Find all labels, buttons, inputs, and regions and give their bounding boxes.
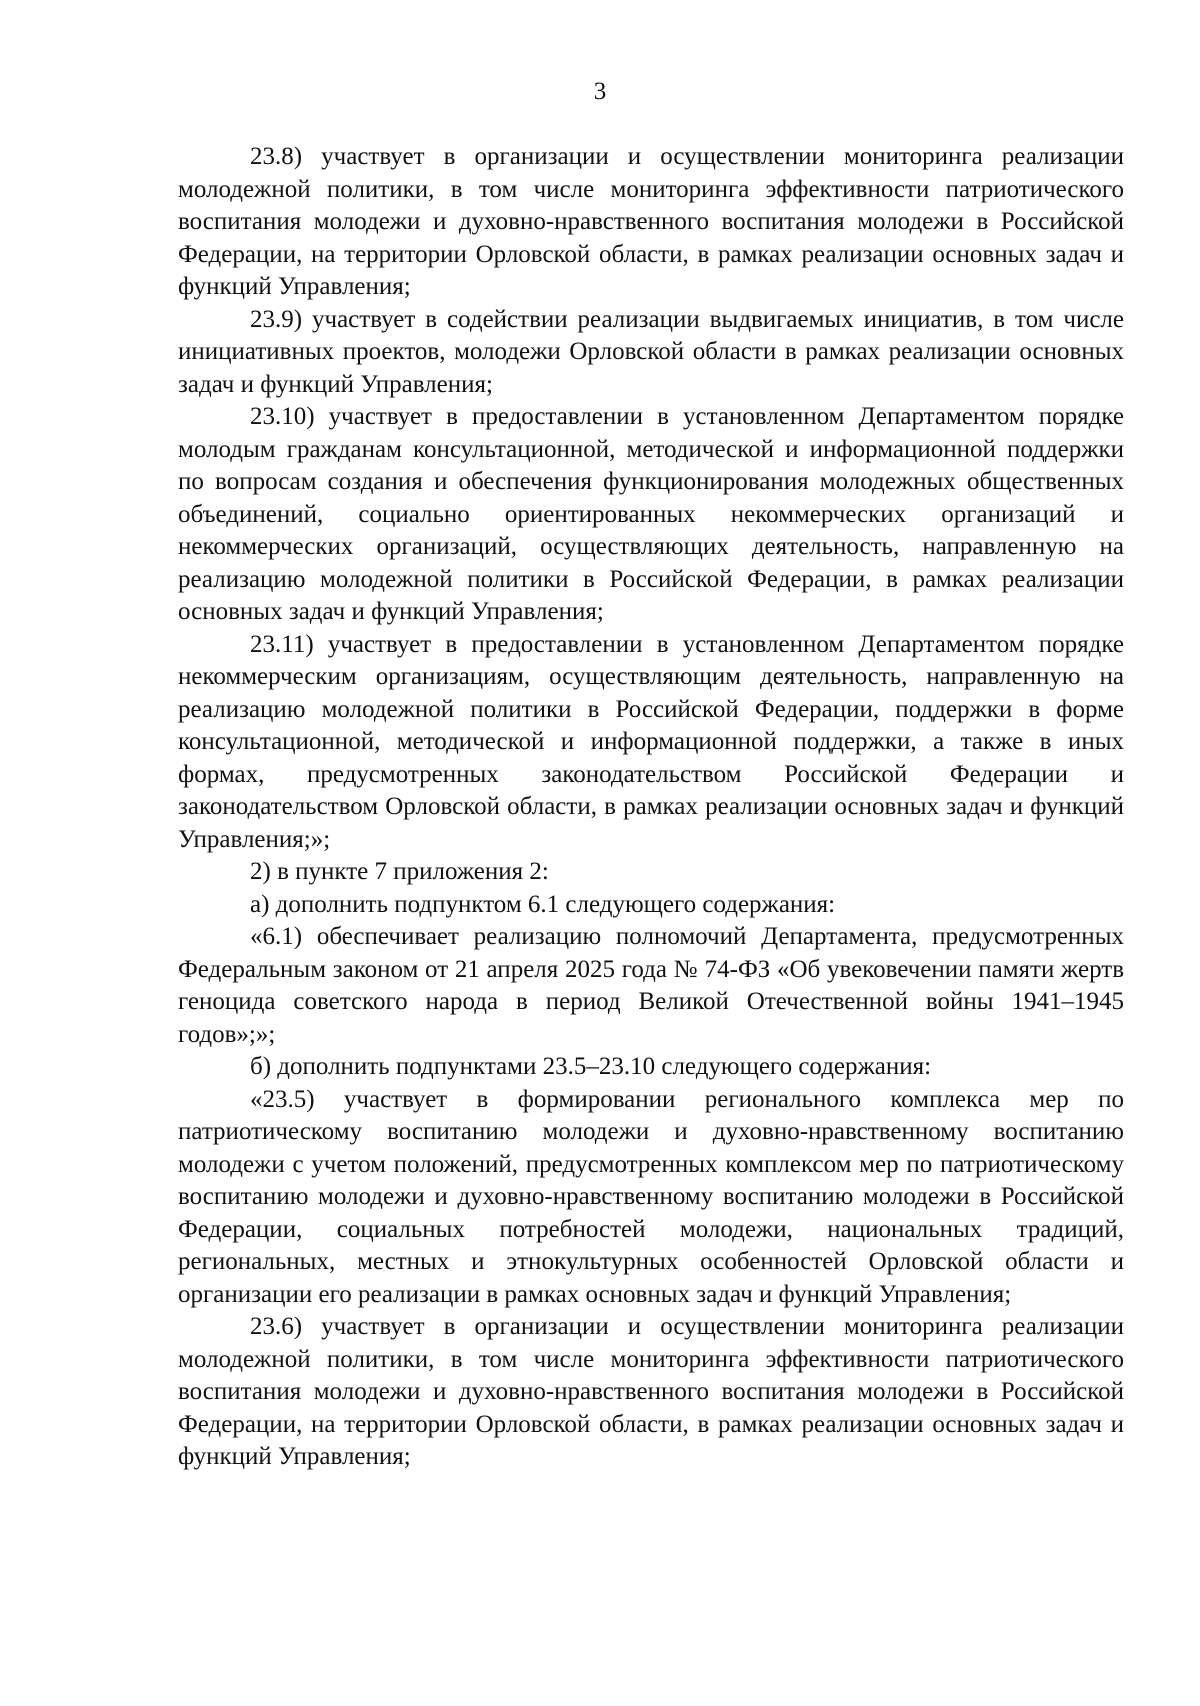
- page-number: 3: [593, 78, 607, 105]
- paragraph-23-10: 23.10) участвует в предоставлении в установленном Департаментом порядке молодым гражданам консультационной, методической и информационной поддержки по вопросам создания и обеспечения функционирования молодежных общественных объединений, социально ориентированных некоммерческих организаций и некоммерческих организаций, осуществляющих деятельность, направленную на реализацию молодежной политики в Российской Федерации, в рамках реализации основных задач и функций Управления;: [178, 403, 1124, 625]
- paragraph-item-2: 2) в пункте 7 приложения 2:: [250, 858, 549, 885]
- paragraph-6-1: «6.1) обеспечивает реализацию полномочий Департамента, предусмотренных Федеральным законом от 21 апреля 2025 года № 74-ФЗ «Об увековечении памяти жертв геноцида советского народа в период Великой Отечественной войны 1941–1945 годов»;»;: [178, 923, 1124, 1048]
- paragraph-subitem-a: а) дополнить подпунктом 6.1 следующего содержания:: [250, 890, 836, 918]
- paragraph-23-9: 23.9) участвует в содействии реализации выдвигаемых инициатив, в том числе инициативных проектов, молодежи Орловской области в рамках реализации основных задач и функций Управления;: [178, 305, 1124, 398]
- document-body: [178, 141, 1124, 1474]
- paragraph-23-6: 23.6) участвует в организации и осуществлении мониторинга реализации молодежной политики, в том числе мониторинга эффективности патриотического воспитания молодежи и духовно-нравственного воспитания молодежи в Российской Федерации, на территории Орловской области, в рамках реализации основных задач и функций Управления;: [178, 1313, 1124, 1470]
- paragraph-23-8: 23.8) участвует в организации и осуществлении мониторинга реализации молодежной политики, в том числе мониторинга эффективности патриотического воспитания молодежи и духовно-нравственного воспитания молодежи в Российской Федерации, на территории Орловской области, в рамках реализации основных задач и функций Управления;: [178, 143, 1124, 300]
- paragraph-23-5: «23.5) участвует в формировании регионального комплекса мер по патриотическому воспитанию молодежи и духовно-нравственному воспитанию молодежи с учетом положений, предусмотренных комплексом мер по патриотическому воспитанию молодежи и духовно-нравственному воспитанию молодежи в Российской Федерации, социальных потребностей молодежи, национальных традиций, региональных, местных и этнокультурных особенностей Орловской области и организации его реализации в рамках основных задач и функций Управления;: [178, 1085, 1124, 1308]
- paragraph-subitem-b: б) дополнить подпунктами 23.5–23.10 следующего содержания:: [250, 1053, 932, 1080]
- paragraph-23-11: 23.11) участвует в предоставлении в установленном Департаментом порядке некоммерческим организациям, осуществляющим деятельность, направленную на реализацию молодежной политики в Российской Федерации, поддержки в форме консультационной, методической и информационной поддержки, а также в иных формах, предусмотренных законодательством Российской Федерации и законодательством Орловской области, в рамках реализации основных задач и функций Управления;»;: [178, 630, 1124, 853]
